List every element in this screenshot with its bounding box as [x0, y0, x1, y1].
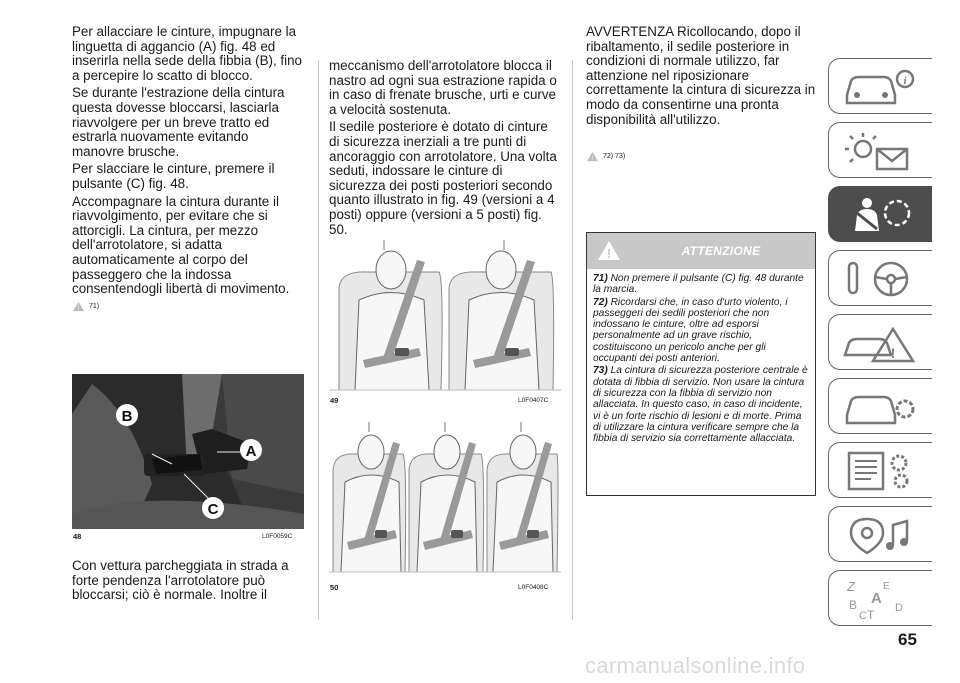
multimedia-icon	[841, 513, 921, 557]
figure-48	[72, 374, 304, 529]
paragraph: Per allacciare le cinture, impugnare la linguetta di aggancio (A) fig. 48 ed inserirla nella sede della fibbia (B), fino a percepire lo scatto di blocco.	[72, 24, 302, 83]
tab-maintenance[interactable]	[828, 378, 932, 434]
paragraph: Se durante l'estrazione della cintura questa dovesse bloccarsi, lasciarla riavvolgere per un breve tratto ed estrarla nuovamente evitando manovre brusche.	[72, 85, 285, 159]
figure-number: 49	[330, 396, 339, 405]
svg-text:D: D	[895, 602, 903, 614]
svg-text:i: i	[903, 75, 907, 87]
figure-number: 48	[73, 532, 82, 541]
tab-index[interactable]	[828, 570, 932, 626]
seatbelt-airbag-icon	[841, 193, 921, 237]
tab-car-info[interactable]	[828, 58, 932, 114]
warning-reference: ! 71)	[72, 301, 304, 312]
warning-triangle-icon	[586, 151, 599, 162]
figure-code: L0F0408C	[518, 584, 549, 591]
figure-code: L0F0407C	[518, 397, 549, 404]
svg-text:T: T	[867, 608, 875, 621]
column-1-continued	[72, 559, 304, 603]
warning-triangle-icon	[72, 301, 85, 312]
rear-seats-5-seater-illustration	[329, 422, 561, 574]
page-number: 65	[898, 630, 917, 649]
attention-title: ATTENZIONE	[681, 244, 761, 258]
paragraph: meccanismo dell'arrotolatore blocca il nastro ad ogni sua estrazione rapida o in caso di frenate brusche, urti e curve a velocità sostenuta.	[329, 58, 557, 117]
paragraph: AVVERTENZA Ricollocando, dopo il ribaltamento, il sedile posteriore in condizioni di normale utilizzo, far attenzione nel riposizionare correttamente la cintura di sicurezza in modo da consentirne una pronta disponibilità all'utilizzo.	[586, 24, 816, 127]
svg-text:E: E	[883, 581, 890, 592]
column-divider	[572, 60, 573, 620]
rear-seats-4-seater-illustration	[329, 240, 561, 392]
watermark[interactable]: carmanualsonline.info	[585, 653, 806, 678]
tab-emergency[interactable]	[828, 314, 932, 370]
svg-text:!: !	[591, 155, 594, 163]
emergency-breakdown-icon	[841, 321, 921, 365]
figure-code: L0F0059C	[262, 533, 293, 540]
figure-49	[329, 240, 561, 392]
tab-technical-data[interactable]	[828, 442, 932, 498]
figure-number: 50	[330, 583, 339, 592]
attention-header	[587, 233, 815, 269]
tab-multimedia[interactable]	[828, 506, 932, 562]
callout-a: A	[245, 443, 257, 460]
attention-item: 72) Ricordarsi che, in caso d'urto violento, i passeggeri dei sedili posteriori che non indossano le cinture, oltre ad esporsi personalmente ad un grave rischio, costituiscono un pericolo anche per gli occupanti dei posti anteriori.	[593, 296, 788, 365]
warning-lights-icon	[841, 129, 921, 173]
paragraph: Con vettura parcheggiata in strada a forte pendenza l'arrotolatore può bloccarsi; ciò è normale. Inoltre il	[72, 558, 289, 603]
svg-text:Z: Z	[847, 579, 855, 594]
figure-50	[329, 422, 561, 574]
svg-text:!: !	[77, 304, 80, 312]
tab-starting-driving[interactable]	[828, 250, 932, 306]
attention-box	[586, 232, 816, 496]
paragraph: Per slacciare le cinture, premere il pulsante (C) fig. 48.	[72, 161, 275, 191]
column-3	[586, 25, 818, 166]
index-icon	[841, 577, 921, 621]
column-1	[72, 25, 304, 316]
svg-text:C: C	[859, 610, 867, 621]
attention-item: 71) Non premere il pulsante (C) fig. 48 durante la marcia.	[593, 273, 804, 296]
callout-c: C	[207, 501, 219, 518]
callout-b: B	[121, 408, 133, 425]
svg-text:!: !	[606, 246, 612, 261]
seatbelt-buckle-photo	[72, 374, 304, 529]
tab-safety[interactable]	[828, 186, 932, 242]
column-2	[329, 59, 561, 237]
paragraph: Il sedile posteriore è dotato di cinture di sicurezza inerziali a tre punti di ancoraggio con arrotolatore. Una volta seduti, indossare le cinture di sicurezza dei posti posteriori secondo quanto illustrato in fig. 49 (versioni a 4 posti) oppure (versioni a 5 posti) fig. 50.	[329, 119, 557, 237]
tab-warning-lights[interactable]	[828, 122, 932, 178]
column-divider	[318, 60, 319, 620]
attention-item: 73) La cintura di sicurezza posteriore centrale è dotata di fibbia di servizio. Non usare la cintura di sicurezza con la fibbia di servizio non allacciata. In questo caso, in caso di incidente, vi è un forte rischio di lesioni e di morte. Prima di utilizzare la cintura verificare sempre che la fibbia di servizio sia correttamente allacciata.	[593, 365, 808, 445]
paragraph: Accompagnare la cintura durante il riavvolgimento, per evitare che si attorcigli. La cintura, per mezzo dell'arrotolatore, si adatta automaticamente al corpo del passeggero che la indossa consentendogli libertà di movimento.	[72, 193, 290, 297]
key-steering-wheel-icon	[841, 257, 921, 301]
warning-reference: ! 72) 73)	[586, 151, 818, 162]
svg-text:!: !	[890, 345, 896, 361]
svg-text:A: A	[871, 590, 882, 607]
technical-data-icon	[841, 449, 921, 493]
attention-body	[587, 269, 815, 449]
car-maintenance-icon	[841, 385, 921, 429]
svg-text:B: B	[849, 598, 858, 612]
car-info-icon	[841, 65, 921, 109]
